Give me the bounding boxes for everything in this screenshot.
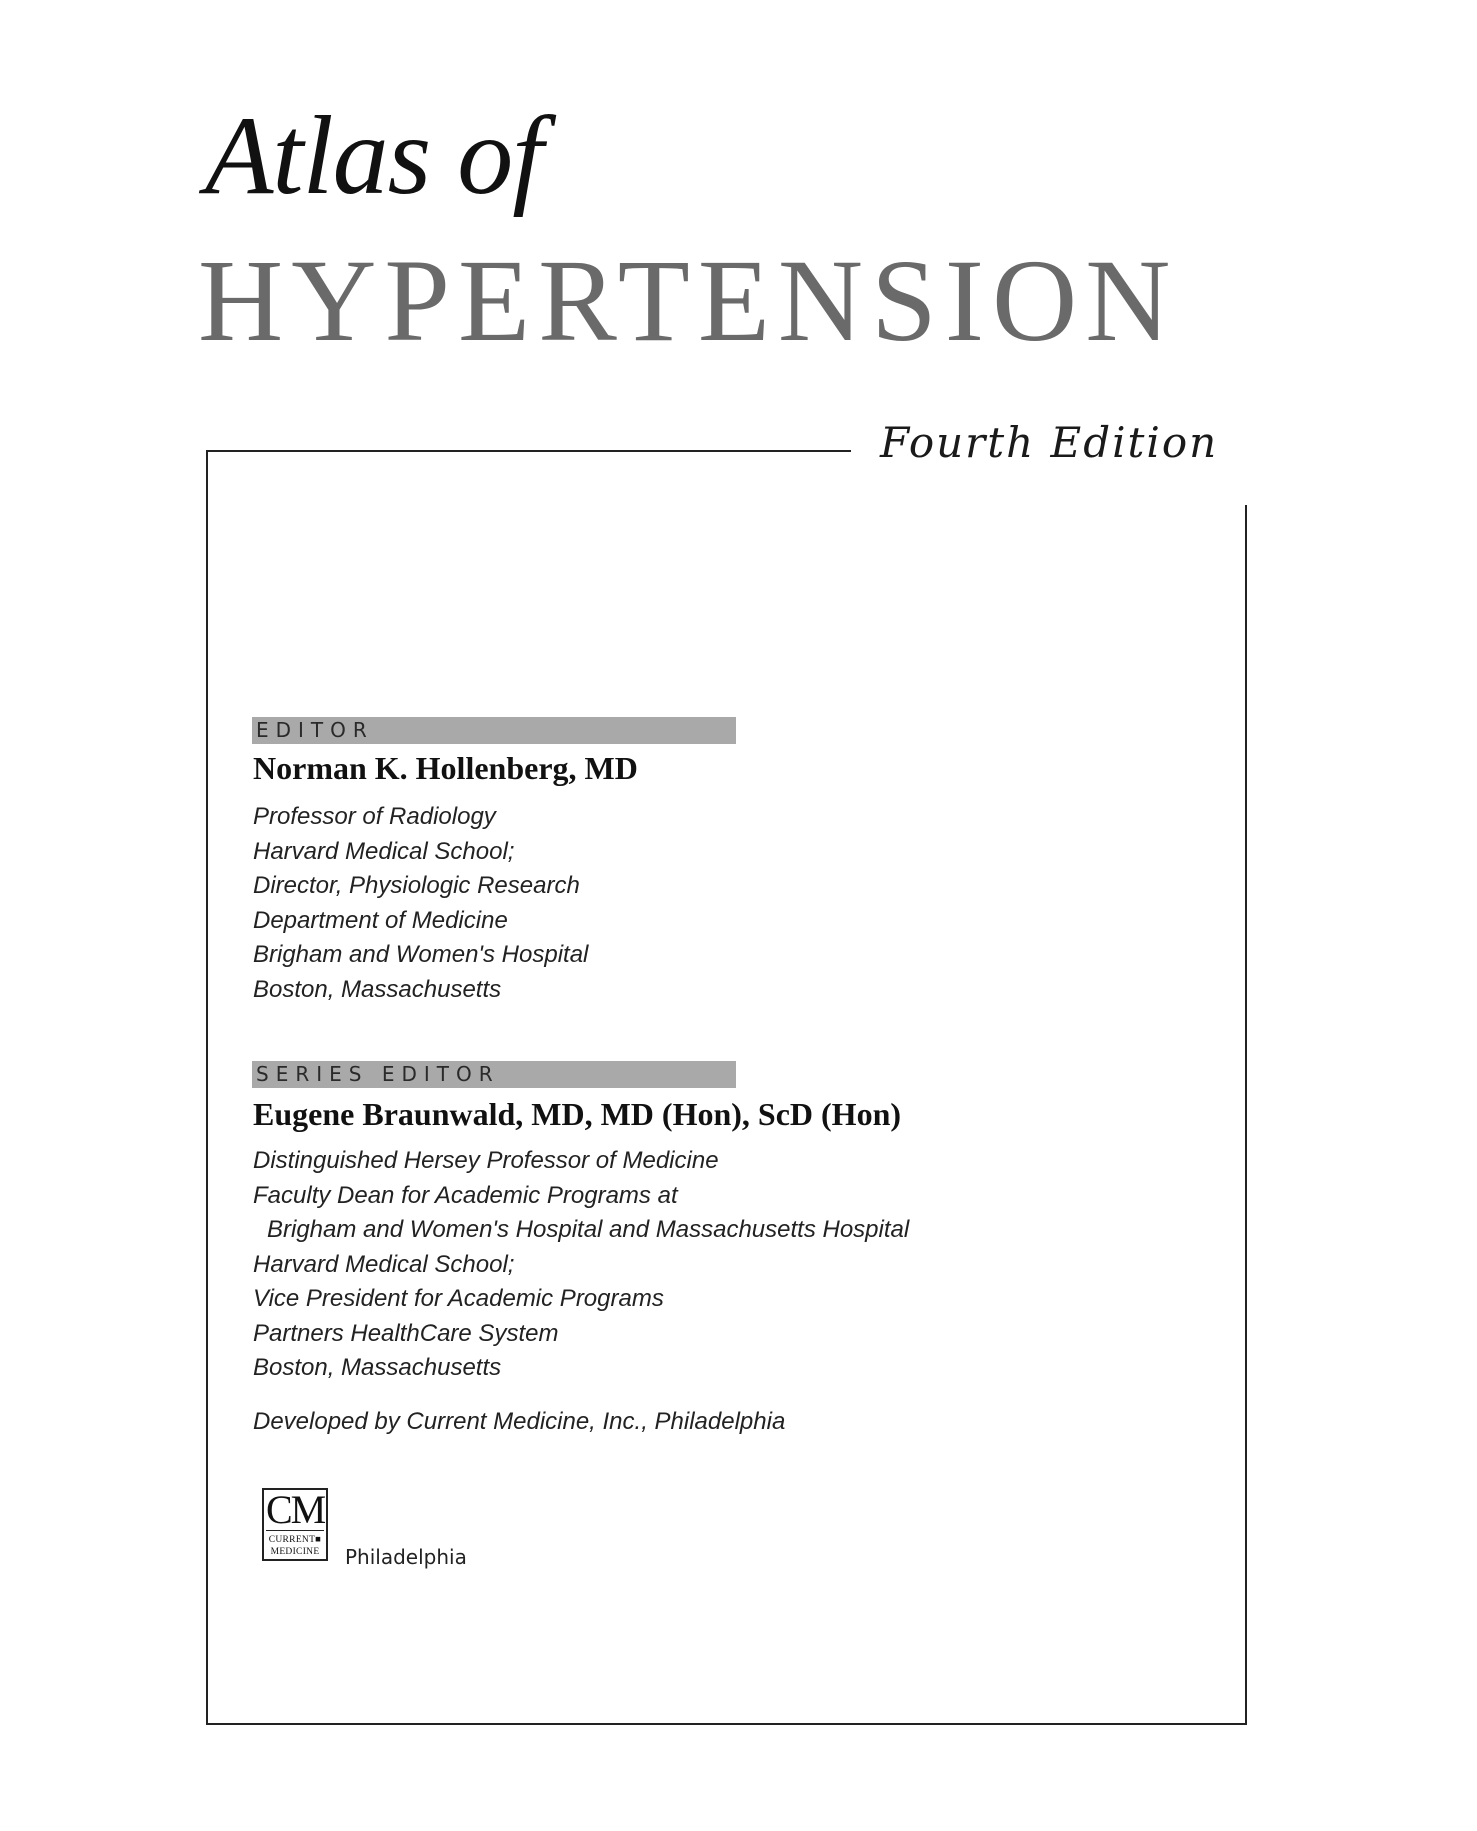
series-editor-section-bar — [252, 1061, 736, 1088]
logo-monogram: CM — [266, 1487, 325, 1532]
frame-right-rule — [1245, 505, 1247, 1725]
affiliation-line: Boston, Massachusetts — [253, 975, 502, 1003]
series-editor-affiliations — [253, 1144, 909, 1386]
edition-label: Fourth Edition — [880, 418, 1219, 467]
frame-bottom-rule — [206, 1723, 1247, 1725]
affiliation-line: Professor of Radiology — [253, 803, 496, 830]
developed-by-note: Developed by Current Medicine, Inc., Philadelphia — [253, 1408, 786, 1435]
affiliation-line: Vice President for Academic Programs — [253, 1285, 664, 1312]
editor-section-label: EDITOR — [256, 718, 374, 742]
logo-text-line: CURRENT■ — [268, 1535, 322, 1545]
series-editor-name: Eugene Braunwald, MD, MD (Hon), ScD (Hon) — [253, 1096, 902, 1132]
affiliation-line: Brigham and Women's Hospital and Massachusetts Hospital — [267, 1216, 910, 1243]
affiliation-line: Partners HealthCare System — [253, 1319, 559, 1347]
editor-affiliations — [253, 800, 588, 1007]
frame-top-rule — [206, 450, 851, 452]
affiliation-line: Director, Physiologic Research — [253, 872, 580, 899]
current-medicine-logo — [262, 1488, 328, 1561]
publisher-city: Philadelphia — [345, 1545, 467, 1569]
series-editor-section-label: SERIES EDITOR — [256, 1062, 500, 1086]
affiliation-line: Harvard Medical School; — [253, 1250, 515, 1278]
editor-name: Norman K. Hollenberg, MD — [253, 750, 638, 786]
book-title-prefix: Atlas of — [205, 94, 543, 218]
affiliation-line: Boston, Massachusetts — [253, 1354, 502, 1381]
book-title-main: HYPERTENSION — [198, 235, 1179, 366]
editor-section-bar — [252, 717, 736, 744]
affiliation-line: Faculty Dean for Academic Programs at — [253, 1181, 678, 1209]
affiliation-line: Department of Medicine — [253, 906, 508, 934]
affiliation-line: Harvard Medical School; — [253, 837, 515, 865]
frame-left-rule — [206, 450, 208, 1724]
affiliation-line: Distinguished Hersey Professor of Medicine — [253, 1147, 719, 1174]
affiliation-line: Brigham and Women's Hospital — [253, 941, 589, 968]
logo-text-line: MEDICINE — [270, 1547, 320, 1557]
